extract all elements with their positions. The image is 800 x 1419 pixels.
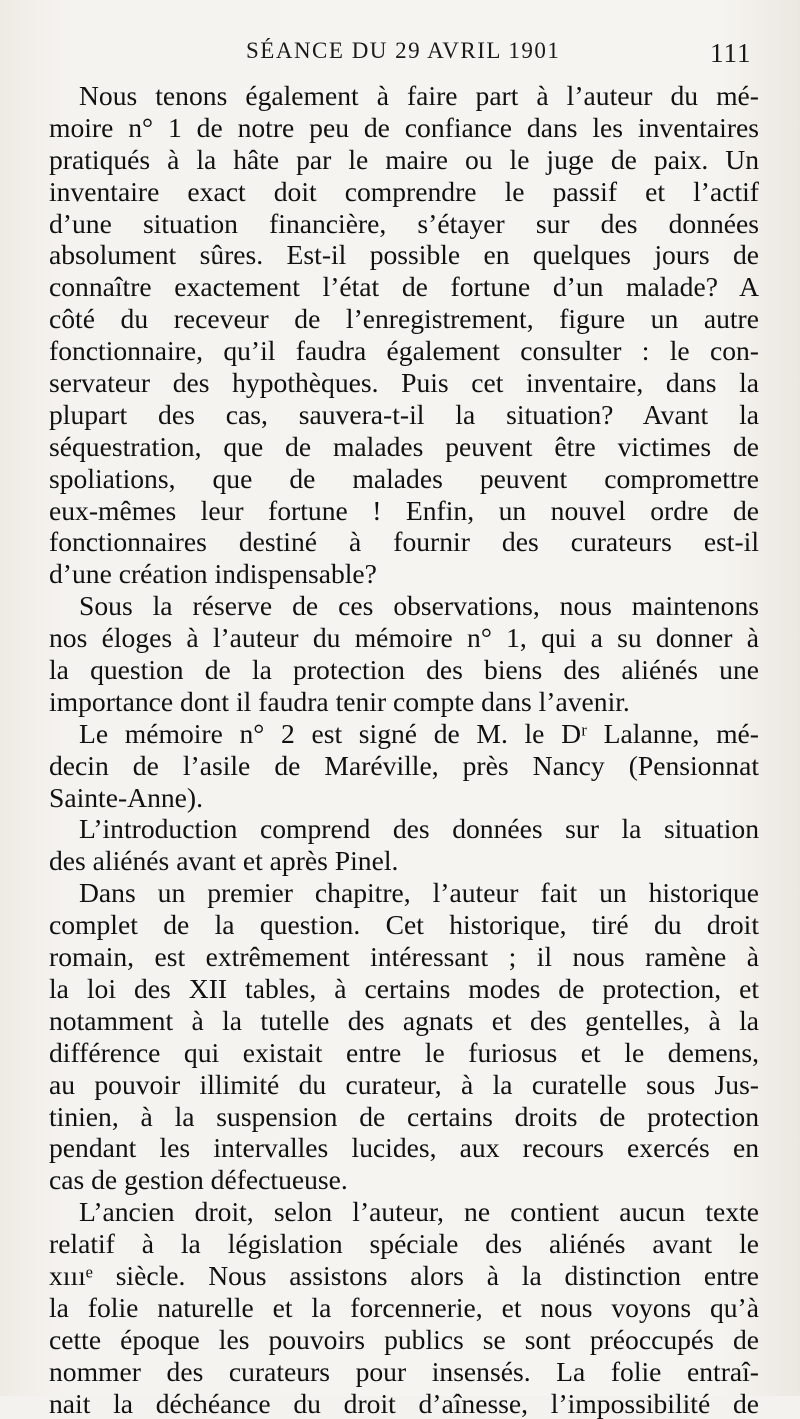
text-line: d’une situation financière, s’étayer sur des données [49,207,759,239]
text-line: L’ancien droit, selon l’auteur, ne contient aucun texte [79,1196,759,1228]
text-line: decin de l’asile de Maréville, près Nancy (Pensionnat [49,749,759,781]
text-line: cette époque les pouvoirs publics se sont préoccupés de [49,1323,759,1355]
text-line: absolument sûres. Est-il possible en quelques jours de [49,239,759,271]
text-line: cas de gestion défectueuse. [49,1164,348,1196]
text-line: d’une création indispensable? [49,558,377,590]
text-line: des aliénés avant et après Pinel. [49,845,399,877]
text-line: pratiqués à la hâte par le maire ou le juge de paix. Un [49,143,759,175]
text-line: la loi des XII tables, à certains modes de protection, et [49,972,759,1004]
text-line: séquestration, que de malades peuvent être victimes de [49,430,759,462]
text-line: Sous la réserve de ces observations, nous maintenons [79,590,759,622]
running-head [0,38,800,78]
text-line: eux-mêmes leur fortune ! Enfin, un nouvel ordre de [49,494,759,526]
text-line: L’introduction comprend des données sur la situation [79,813,759,845]
text-line: au pouvoir illimité du curateur, à la curatelle sous Jus- [49,1068,759,1100]
text-line: tinien, à la suspension de certains droits de protection [49,1100,759,1132]
text-line: plupart des cas, sauvera-t-il la situation? Avant la [49,398,759,430]
text-line: Le mémoire n° 2 est signé de M. le Dʳ Lalanne, mé- [79,717,759,749]
text-line: différence qui existait entre le furiosus et le demens, [49,1036,759,1068]
text-line: Nous tenons également à faire part à l’auteur du mé- [79,80,759,111]
text-line: servateur des hypothèques. Puis cet inventaire, dans la [49,367,759,399]
text-line: complet de la question. Cet historique, tiré du droit [49,909,759,941]
text-line: nait la déchéance du droit d’aînesse, l’impossibilité de [49,1387,759,1419]
text-line: la folie naturelle et la forcennerie, et nous voyons qu’à [49,1291,759,1323]
body-text [49,80,759,1419]
text-line: moire n° 1 de notre peu de confiance dans les inventaires [49,111,759,143]
text-line: fonctionnaires destiné à fournir des curateurs est-il [49,526,759,558]
text-line: pendant les intervalles lucides, aux recours exercés en [49,1132,759,1164]
text-line: côté du receveur de l’enregistrement, figure un autre [49,303,759,335]
text-line: romain, est extrêmement intéressant ; il nous ramène à [49,941,759,973]
text-line: spoliations, que de malades peuvent compromettre [49,462,759,494]
text-line: Sainte-Anne). [49,781,204,813]
text-line: fonctionnaire, qu’il faudra également consulter : le con- [49,335,759,367]
text-line: xıııᵉ siècle. Nous assistons alors à la distinction entre [49,1259,759,1291]
text-line: Dans un premier chapitre, l’auteur fait un historique [79,877,759,909]
text-line: nommer des curateurs pour insensés. La folie entraî- [49,1355,759,1387]
page-number: 111 [710,38,752,68]
text-line: connaître exactement l’état de fortune d’un malade? A [49,271,759,303]
text-line: notamment à la tutelle des agnats et des gentelles, à la [49,1004,759,1036]
text-line: inventaire exact doit comprendre le passif et l’actif [49,175,759,207]
running-title: SÉANCE DU 29 AVRIL 1901 [246,38,561,63]
text-line: relatif à la législation spéciale des aliénés avant le [49,1228,759,1260]
text-line: la question de la protection des biens des aliénés une [49,654,759,686]
text-line: importance dont il faudra tenir compte dans l’avenir. [49,685,630,717]
text-line: nos éloges à l’auteur du mémoire n° 1, qui a su donner à [49,622,759,654]
